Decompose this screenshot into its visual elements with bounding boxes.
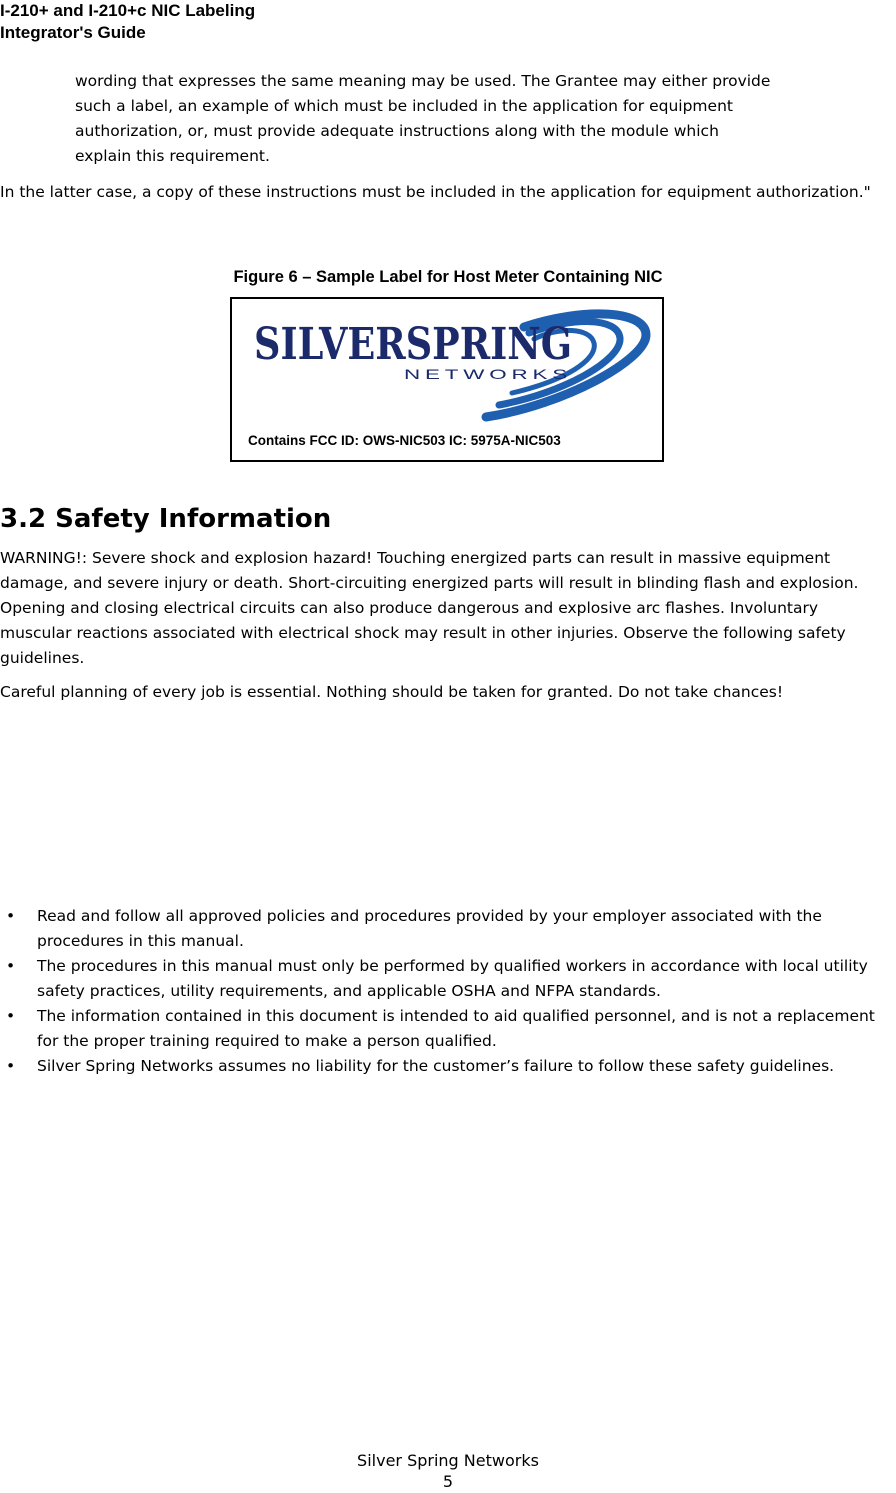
section-heading: 3.2 Safety Information <box>0 504 332 534</box>
figure-caption: Figure 6 – Sample Label for Host Meter Containing NIC <box>233 268 663 286</box>
page-header <box>0 0 255 44</box>
footer-company: Silver Spring Networks <box>357 1451 539 1470</box>
bullet-icon: • <box>6 1057 16 1075</box>
bullet-icon: • <box>6 907 16 925</box>
latter-case-paragraph: In the latter case, a copy of these instructions must be included in the application for equipment authorization." <box>0 183 871 201</box>
page-number: 5 <box>442 1472 454 1491</box>
logo-subtitle: NETWORKS <box>404 366 572 382</box>
bullet-icon: • <box>6 1007 16 1025</box>
header-subtitle: Integrator's Guide <box>0 23 146 42</box>
list-item <box>0 1054 896 1079</box>
list-item-text: The procedures in this manual must only be performed by qualified workers in accordance with local utility safety practices, utility requirements, and applicable OSHA and NFPA standards. <box>37 957 868 1000</box>
list-item-text: The information contained in this document is intended to aid qualified personnel, and is not a replacement for the proper training required to make a person qualified. <box>37 1007 875 1050</box>
silver-spring-logo <box>254 305 652 425</box>
bullet-icon: • <box>6 957 16 975</box>
list-item <box>0 954 896 1004</box>
sample-label <box>230 297 664 462</box>
careful-planning-paragraph: Careful planning of every job is essential. Nothing should be taken for granted. Do not take chances! <box>0 683 784 701</box>
quoted-paragraph: wording that expresses the same meaning may be used. The Grantee may either provide such a label, an example of which must be included in the application for equipment authorization, or, must provide adequate instructions along with the module which explain this requirement. <box>75 72 771 165</box>
logo-wordmark: SILVERSPRING <box>254 319 572 370</box>
fcc-id-text: Contains FCC ID: OWS-NIC503 IC: 5975A-NIC503 <box>248 433 561 448</box>
list-item <box>0 904 896 954</box>
header-title: I-210+ and I-210+c NIC Labeling <box>0 1 256 20</box>
safety-guidelines-list <box>0 904 896 1079</box>
list-item-text: Silver Spring Networks assumes no liability for the customer’s failure to follow these safety guidelines. <box>37 1057 835 1075</box>
warning-paragraph: WARNING!: Severe shock and explosion hazard! Touching energized parts can result in massive equipment damage, and severe injury or death. Short-circuiting energized parts will result in blinding flash and explosion. Opening and closing electrical circuits can also produce dangerous and explosive arc flashes. Involuntary muscular reactions associated with electrical shock may result in other injuries. Observe the following safety guidelines. <box>0 549 859 667</box>
list-item <box>0 1004 896 1054</box>
list-item-text: Read and follow all approved policies and procedures provided by your employer associated with the procedures in this manual. <box>37 907 822 950</box>
